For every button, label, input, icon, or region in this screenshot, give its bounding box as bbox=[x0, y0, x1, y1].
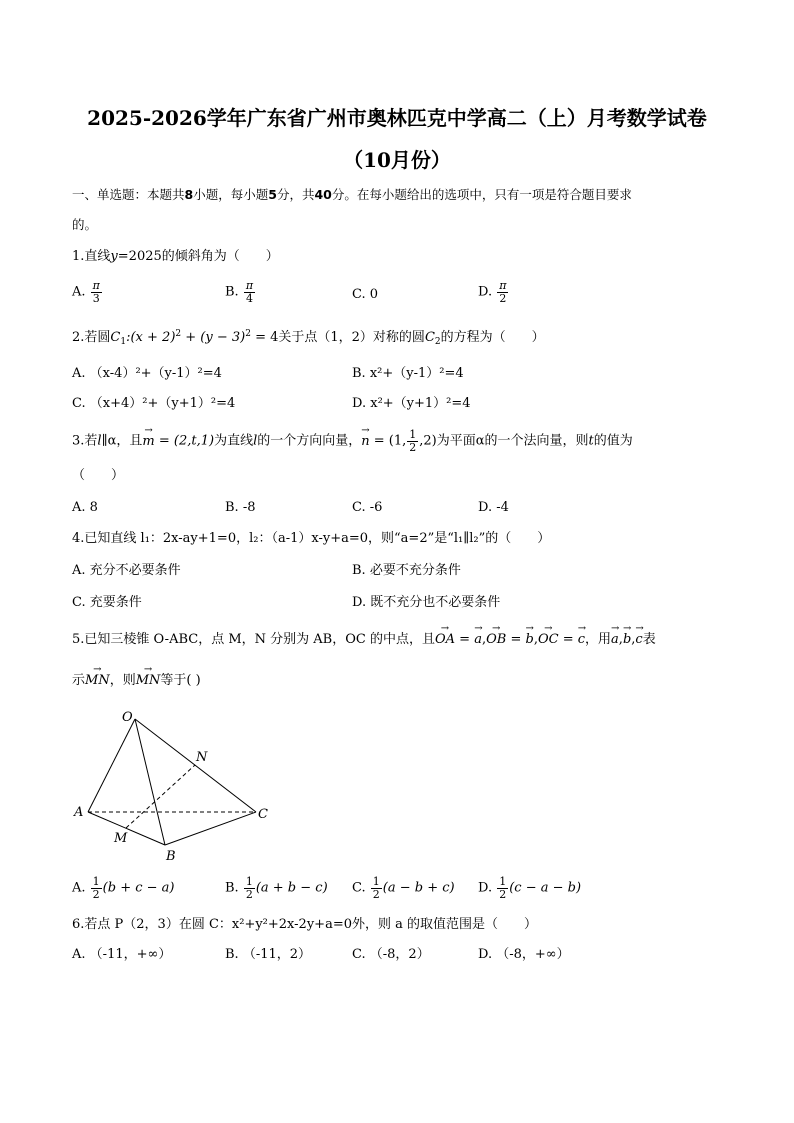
option-label: A. bbox=[72, 880, 86, 896]
q5-stem-a: 已知三棱锥 O-ABC，点 M，N 分别为 AB，OC 的中点，且 bbox=[84, 632, 435, 647]
option-label: C. bbox=[352, 947, 366, 962]
q1-stem-a: 直线 bbox=[84, 249, 111, 264]
q3-l2: l bbox=[253, 433, 258, 449]
question-number: 4. bbox=[72, 531, 85, 546]
option-text: x²+（y-1）²=4 bbox=[369, 366, 464, 381]
fraction bbox=[91, 280, 102, 304]
q5-vector-a: → a bbox=[611, 633, 619, 646]
frac-num: 1 bbox=[409, 428, 417, 441]
q2-exp2: 2 bbox=[245, 329, 251, 339]
q5-comma: , bbox=[533, 632, 538, 647]
q2-option-c[interactable] bbox=[72, 397, 235, 410]
q2-stem-b: 关于点（1，2）对称的圆 bbox=[278, 330, 425, 345]
option-text: （-11，+∞） bbox=[89, 947, 172, 962]
point-label-n: N bbox=[196, 750, 208, 765]
q3-stem-f: 的值为 bbox=[593, 433, 633, 449]
q3-t: t bbox=[588, 433, 594, 449]
option-text: 必要不充分条件 bbox=[369, 563, 461, 578]
q1-option-b[interactable] bbox=[225, 280, 256, 304]
q2-option-b[interactable] bbox=[352, 367, 464, 380]
option-label: A. bbox=[72, 366, 86, 381]
question-number: 2. bbox=[72, 330, 85, 345]
frac-num: 1 bbox=[372, 875, 380, 888]
option-label: B. bbox=[225, 284, 239, 300]
q4-option-c[interactable] bbox=[72, 596, 142, 609]
q5-line2-c: 等于( ) bbox=[160, 673, 201, 688]
option-text: -8 bbox=[242, 500, 256, 515]
q4-option-d[interactable] bbox=[352, 596, 500, 609]
fraction bbox=[371, 876, 382, 900]
q2-c2: C bbox=[424, 330, 435, 345]
option-text: 充要条件 bbox=[89, 595, 142, 610]
q4-stem: 已知直线 l₁：2x-ay+1=0，l₂：（a-1）x-y+a=0，则“a=2”是“l₁∥l₂”的（ ） bbox=[84, 531, 551, 546]
question-3-stem bbox=[72, 429, 633, 453]
edge-oa bbox=[88, 719, 135, 812]
option-text: 充分不必要条件 bbox=[89, 563, 181, 578]
option-label: B. bbox=[352, 563, 366, 578]
section-count: 8 bbox=[184, 187, 194, 202]
vertex-label-o: O bbox=[122, 710, 133, 725]
fraction bbox=[497, 280, 508, 304]
option-text: 既不充分也不必要条件 bbox=[370, 595, 501, 610]
q3-l: l bbox=[97, 433, 102, 449]
q5-vector-mn: → MN bbox=[136, 674, 161, 687]
frac-den: 2 bbox=[499, 887, 507, 901]
q3-option-c[interactable] bbox=[352, 501, 382, 514]
q3-option-d[interactable] bbox=[478, 501, 509, 514]
q3-m-val: = (2,t,1) bbox=[154, 433, 215, 449]
option-label: B. bbox=[352, 366, 366, 381]
fraction bbox=[497, 876, 508, 900]
q1-option-d[interactable] bbox=[478, 280, 509, 304]
q6-stem: 若点 P（2，3）在圆 C：x²+y²+2x-2y+a=0外，则 a 的取值范围是（ ） bbox=[84, 917, 537, 932]
q5-vector-b: → b bbox=[623, 633, 631, 646]
q6-option-c[interactable] bbox=[352, 948, 430, 961]
option-label: D. bbox=[478, 947, 493, 962]
q5-comma: , bbox=[481, 632, 487, 647]
edge-oc bbox=[135, 719, 256, 812]
edge-bc bbox=[165, 812, 256, 845]
frac-num: 1 bbox=[92, 875, 100, 888]
option-label: C. bbox=[352, 500, 366, 515]
paper-title: 2025-2026学年广东省广州市奥林匹克中学高二（上）月考数学试卷 bbox=[87, 106, 707, 130]
option-expr: (a − b + c) bbox=[382, 880, 455, 896]
option-label: D. bbox=[352, 396, 367, 411]
option-label: D. bbox=[478, 284, 493, 300]
option-text: （-8，2） bbox=[369, 947, 430, 962]
q5-line2-a: 示 bbox=[72, 673, 86, 688]
q3-stem-a: 若 bbox=[84, 433, 98, 449]
q5-vector-mn: → MN bbox=[85, 674, 110, 687]
q3-answer-paren: （ ） bbox=[72, 468, 125, 483]
paper-subtitle: （10月份） bbox=[343, 148, 451, 172]
section-mid2: 分，共 bbox=[276, 187, 315, 202]
option-expr: (a + b − c) bbox=[255, 880, 328, 896]
q2-c1: C bbox=[110, 330, 121, 345]
option-text: （x-4）²+（y-1）²=4 bbox=[89, 366, 222, 381]
question-number: 5. bbox=[72, 632, 85, 647]
q2-exp1: 2 bbox=[175, 329, 182, 339]
section-header-line2: 的。 bbox=[72, 217, 98, 232]
option-label: D. bbox=[352, 595, 367, 610]
q3-n-a: = (1, bbox=[369, 433, 407, 449]
q2-stem-a: 若圆 bbox=[84, 330, 111, 345]
fraction bbox=[407, 429, 418, 453]
q3-option-b[interactable] bbox=[225, 501, 256, 514]
q2-option-a[interactable] bbox=[72, 367, 222, 380]
q5-vector-oc: → OC bbox=[538, 633, 559, 646]
option-label: C. bbox=[72, 396, 86, 411]
option-text: x²+（y+1）²=4 bbox=[370, 396, 471, 411]
q1-stem-b: =2025的倾斜角为（ ） bbox=[117, 249, 279, 264]
q4-option-a[interactable] bbox=[72, 564, 181, 577]
q5-line2-b: ，则 bbox=[109, 673, 136, 688]
option-label: D. bbox=[478, 500, 493, 515]
q5-comma: , bbox=[618, 632, 623, 647]
option-text: -4 bbox=[496, 500, 509, 515]
q3-n-b: ,2) bbox=[419, 433, 437, 449]
q5-eq: = bbox=[558, 632, 578, 647]
q2-c1-sub: 1 bbox=[120, 337, 127, 347]
q3-stem-b: ∥α，且 bbox=[101, 433, 143, 449]
frac-den: 3 bbox=[92, 291, 100, 305]
section-score: 5 bbox=[268, 187, 277, 202]
q5-vector-ob: → OB bbox=[486, 633, 506, 646]
q4-option-b[interactable] bbox=[352, 564, 461, 577]
option-label: A. bbox=[72, 500, 86, 515]
frac-num: π bbox=[499, 279, 507, 292]
option-label: C. bbox=[352, 880, 366, 896]
section-mid1: 小题，每小题 bbox=[193, 187, 269, 202]
q5-vector-a: → a bbox=[474, 633, 482, 646]
fraction bbox=[91, 876, 102, 900]
frac-den: 2 bbox=[372, 887, 380, 901]
point-label-m: M bbox=[114, 831, 128, 846]
frac-den: 4 bbox=[245, 291, 253, 305]
q6-option-a[interactable] bbox=[72, 948, 171, 961]
question-number: 6. bbox=[72, 917, 85, 932]
question-number: 1. bbox=[72, 249, 85, 264]
question-2-stem bbox=[72, 330, 545, 347]
q2-eq-a: :(x + 2) bbox=[126, 330, 176, 345]
frac-num: π bbox=[245, 279, 254, 292]
question-number: 3. bbox=[72, 433, 85, 449]
q3-stem-e: 为平面α的一个法向量，则 bbox=[436, 433, 589, 449]
section-suffix: 分。在每小题给出的选项中，只有一项是符合题目要求 bbox=[331, 187, 632, 202]
q5-option-d[interactable] bbox=[478, 876, 581, 900]
q5-option-c[interactable] bbox=[352, 876, 455, 900]
q5-comma: , bbox=[631, 632, 636, 647]
q5-vector-c: → c bbox=[635, 633, 642, 646]
q2-option-d[interactable] bbox=[352, 397, 471, 410]
question-4-stem bbox=[72, 532, 550, 545]
q6-option-d[interactable] bbox=[478, 948, 570, 961]
option-text: 0 bbox=[369, 287, 379, 302]
q5-stem-line2 bbox=[72, 674, 201, 687]
vertex-label-c: C bbox=[258, 807, 268, 822]
vertex-label-a: A bbox=[74, 805, 84, 820]
option-label: C. bbox=[352, 287, 366, 302]
q5-eq: = bbox=[455, 632, 475, 647]
q2-eq-c: = 4 bbox=[250, 330, 279, 345]
q2-c2-sub: 2 bbox=[434, 337, 441, 347]
segment-mn bbox=[126, 765, 195, 828]
option-label: B. bbox=[225, 880, 239, 896]
frac-num: π bbox=[92, 279, 100, 292]
q5-vector-oa: → OA bbox=[435, 633, 455, 646]
option-text: （-11，2） bbox=[242, 947, 312, 962]
q3-vector-m: → m bbox=[142, 435, 154, 448]
option-text: （x+4）²+（y+1）²=4 bbox=[89, 396, 236, 411]
q5-vector-c: → c bbox=[578, 633, 585, 646]
q5-vector-b: → b bbox=[525, 633, 533, 646]
edge-ob bbox=[135, 719, 165, 845]
q5-stem-c: 表 bbox=[642, 632, 656, 647]
q1-option-a[interactable] bbox=[72, 280, 103, 304]
question-6-stem bbox=[72, 918, 537, 931]
fraction bbox=[244, 280, 255, 304]
frac-den: 2 bbox=[499, 291, 507, 305]
q5-stem-b: ，用 bbox=[585, 632, 612, 647]
frac-den: 2 bbox=[92, 887, 100, 901]
q3-option-a[interactable] bbox=[72, 501, 98, 514]
frac-num: 1 bbox=[245, 875, 253, 888]
q3-vector-n: → n bbox=[361, 435, 369, 448]
option-text: 8 bbox=[89, 500, 98, 515]
frac-num: 1 bbox=[499, 875, 507, 888]
option-text: （-8，+∞） bbox=[496, 947, 570, 962]
question-5-stem bbox=[72, 633, 656, 646]
q5-eq: = bbox=[506, 632, 526, 647]
section-total: 40 bbox=[314, 187, 332, 202]
q3-stem-c: 为直线 bbox=[214, 433, 254, 449]
fraction bbox=[244, 876, 255, 900]
option-label: A. bbox=[72, 563, 86, 578]
section-prefix: 一、单选题：本题共 bbox=[72, 187, 185, 202]
q2-eq-b: + (y − 3) bbox=[181, 330, 246, 345]
q6-option-b[interactable] bbox=[225, 948, 311, 961]
option-expr: (c − a − b) bbox=[509, 880, 582, 896]
option-label: A. bbox=[72, 947, 86, 962]
q1-var: y bbox=[110, 249, 118, 264]
option-label: A. bbox=[72, 284, 86, 300]
option-expr: (b + c − a) bbox=[102, 880, 175, 896]
frac-den: 2 bbox=[245, 887, 253, 901]
q5-option-a[interactable] bbox=[72, 876, 174, 900]
q3-stem-d: 的一个方向向量， bbox=[257, 433, 362, 449]
option-label: D. bbox=[478, 880, 493, 896]
option-label: B. bbox=[225, 947, 239, 962]
q5-option-b[interactable] bbox=[225, 876, 328, 900]
vertex-label-b: B bbox=[166, 849, 176, 864]
tetrahedron-figure bbox=[70, 705, 280, 865]
q2-stem-c: 的方程为（ ） bbox=[440, 330, 545, 345]
option-text: -6 bbox=[369, 500, 383, 515]
option-label: C. bbox=[72, 595, 86, 610]
question-1-stem bbox=[72, 250, 279, 263]
frac-den: 2 bbox=[409, 440, 417, 454]
section-header bbox=[72, 189, 632, 202]
q1-option-c[interactable] bbox=[352, 288, 378, 301]
option-label: B. bbox=[225, 500, 239, 515]
